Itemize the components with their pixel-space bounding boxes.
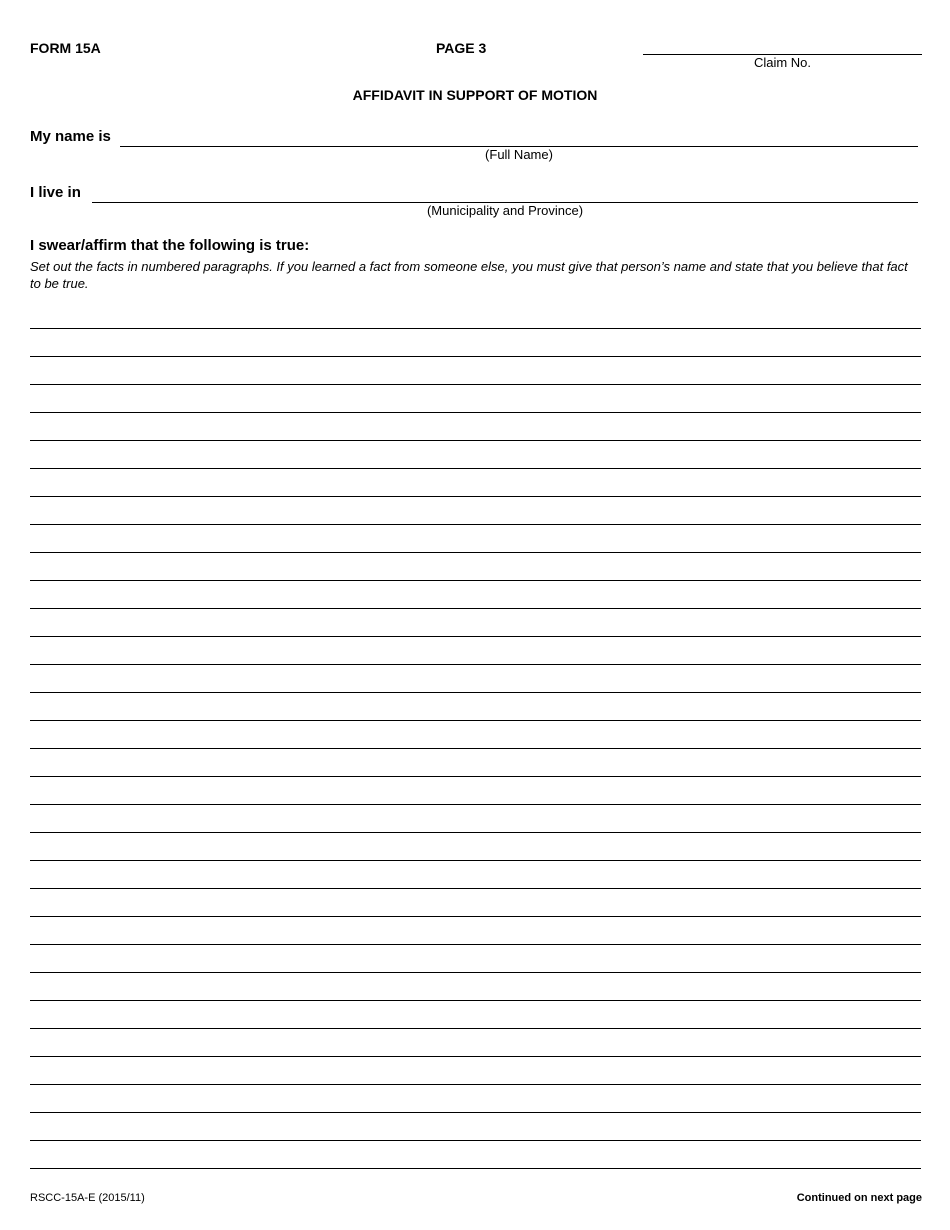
facts-line[interactable] xyxy=(30,496,921,524)
facts-line[interactable] xyxy=(30,972,921,1000)
facts-line[interactable] xyxy=(30,1028,921,1056)
facts-line[interactable] xyxy=(30,1168,921,1169)
facts-line[interactable] xyxy=(30,748,921,776)
document-title: AFFIDAVIT IN SUPPORT OF MOTION xyxy=(352,87,598,103)
facts-line[interactable] xyxy=(30,524,921,552)
residence-label: I live in xyxy=(30,184,81,201)
facts-line[interactable] xyxy=(30,636,921,664)
facts-line[interactable] xyxy=(30,692,921,720)
page-number: PAGE 3 xyxy=(436,40,487,56)
facts-line[interactable] xyxy=(30,888,921,916)
municipality-caption: (Municipality and Province) xyxy=(426,203,584,218)
facts-line[interactable] xyxy=(30,580,921,608)
facts-line[interactable] xyxy=(30,1084,921,1112)
facts-line[interactable] xyxy=(30,720,921,748)
facts-line[interactable] xyxy=(30,440,921,468)
facts-line[interactable] xyxy=(30,832,921,860)
statement-instructions: Set out the facts in numbered paragraphs. If you learned a fact from someone else, you must give that person’s name and state that you believe that fact to be true. xyxy=(30,259,908,291)
facts-line[interactable] xyxy=(30,356,921,384)
continued-note: Continued on next page xyxy=(796,1192,922,1204)
facts-line[interactable] xyxy=(30,664,921,692)
facts-line[interactable] xyxy=(30,552,921,580)
full-name-caption: (Full Name) xyxy=(485,147,553,162)
facts-writing-area[interactable] xyxy=(30,328,921,1169)
facts-line[interactable] xyxy=(30,916,921,944)
facts-line[interactable] xyxy=(30,1112,921,1140)
claim-number-caption: Claim No. xyxy=(753,55,812,70)
facts-line[interactable] xyxy=(30,384,921,412)
form-id: FORM 15A xyxy=(30,40,101,56)
facts-line[interactable] xyxy=(30,776,921,804)
facts-line[interactable] xyxy=(30,412,921,440)
facts-line[interactable] xyxy=(30,608,921,636)
facts-line[interactable] xyxy=(30,1000,921,1028)
facts-line[interactable] xyxy=(30,328,921,356)
facts-line[interactable] xyxy=(30,860,921,888)
facts-line[interactable] xyxy=(30,804,921,832)
facts-line[interactable] xyxy=(30,1056,921,1084)
facts-line[interactable] xyxy=(30,468,921,496)
form-code: RSCC-15A-E (2015/11) xyxy=(30,1192,145,1204)
swear-affirm-heading: I swear/affirm that the following is true: xyxy=(30,237,310,254)
facts-line[interactable] xyxy=(30,944,921,972)
facts-line[interactable] xyxy=(30,1140,921,1168)
name-label: My name is xyxy=(30,128,111,145)
